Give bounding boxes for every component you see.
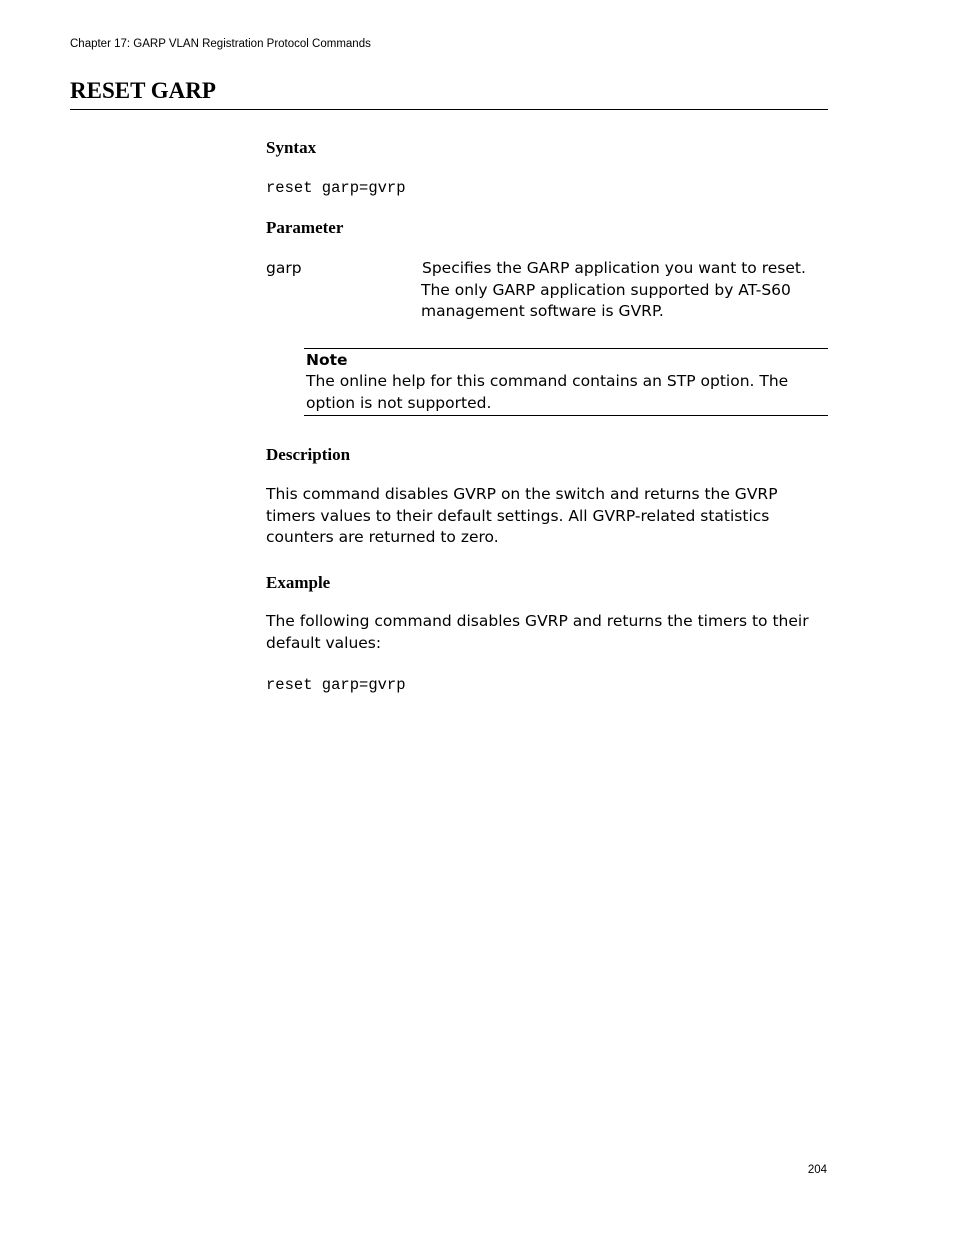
note-box — [304, 348, 828, 416]
page-title: RESET GARP — [70, 78, 216, 103]
parameter-heading: Parameter — [266, 218, 344, 237]
note-text: The online help for this command contains an STP option. The option is not supported. — [306, 372, 789, 412]
page-number: 204 — [807, 1164, 827, 1176]
title-rule — [70, 109, 828, 110]
note-label: Note — [306, 351, 348, 369]
example-text: The following command disables GVRP and returns the timers to their default values: — [266, 612, 809, 652]
example-heading: Example — [266, 573, 331, 592]
syntax-heading: Syntax — [266, 138, 317, 157]
example-command: reset garp=gvrp — [266, 676, 406, 694]
running-header: Chapter 17: GARP VLAN Registration Protocol Commands — [70, 38, 371, 50]
parameter-name: garp — [266, 259, 302, 277]
description-text: This command disables GVRP on the switch and returns the GVRP timers values to their default settings. All GVRP-related statistics counters are returned to zero. — [266, 485, 778, 546]
syntax-command: reset garp=gvrp — [266, 179, 406, 197]
parameter-description: Specifies the GARP application you want to reset. The only GARP application supported by AT-S60 management software is GVRP. — [421, 259, 806, 320]
description-heading: Description — [266, 445, 351, 464]
